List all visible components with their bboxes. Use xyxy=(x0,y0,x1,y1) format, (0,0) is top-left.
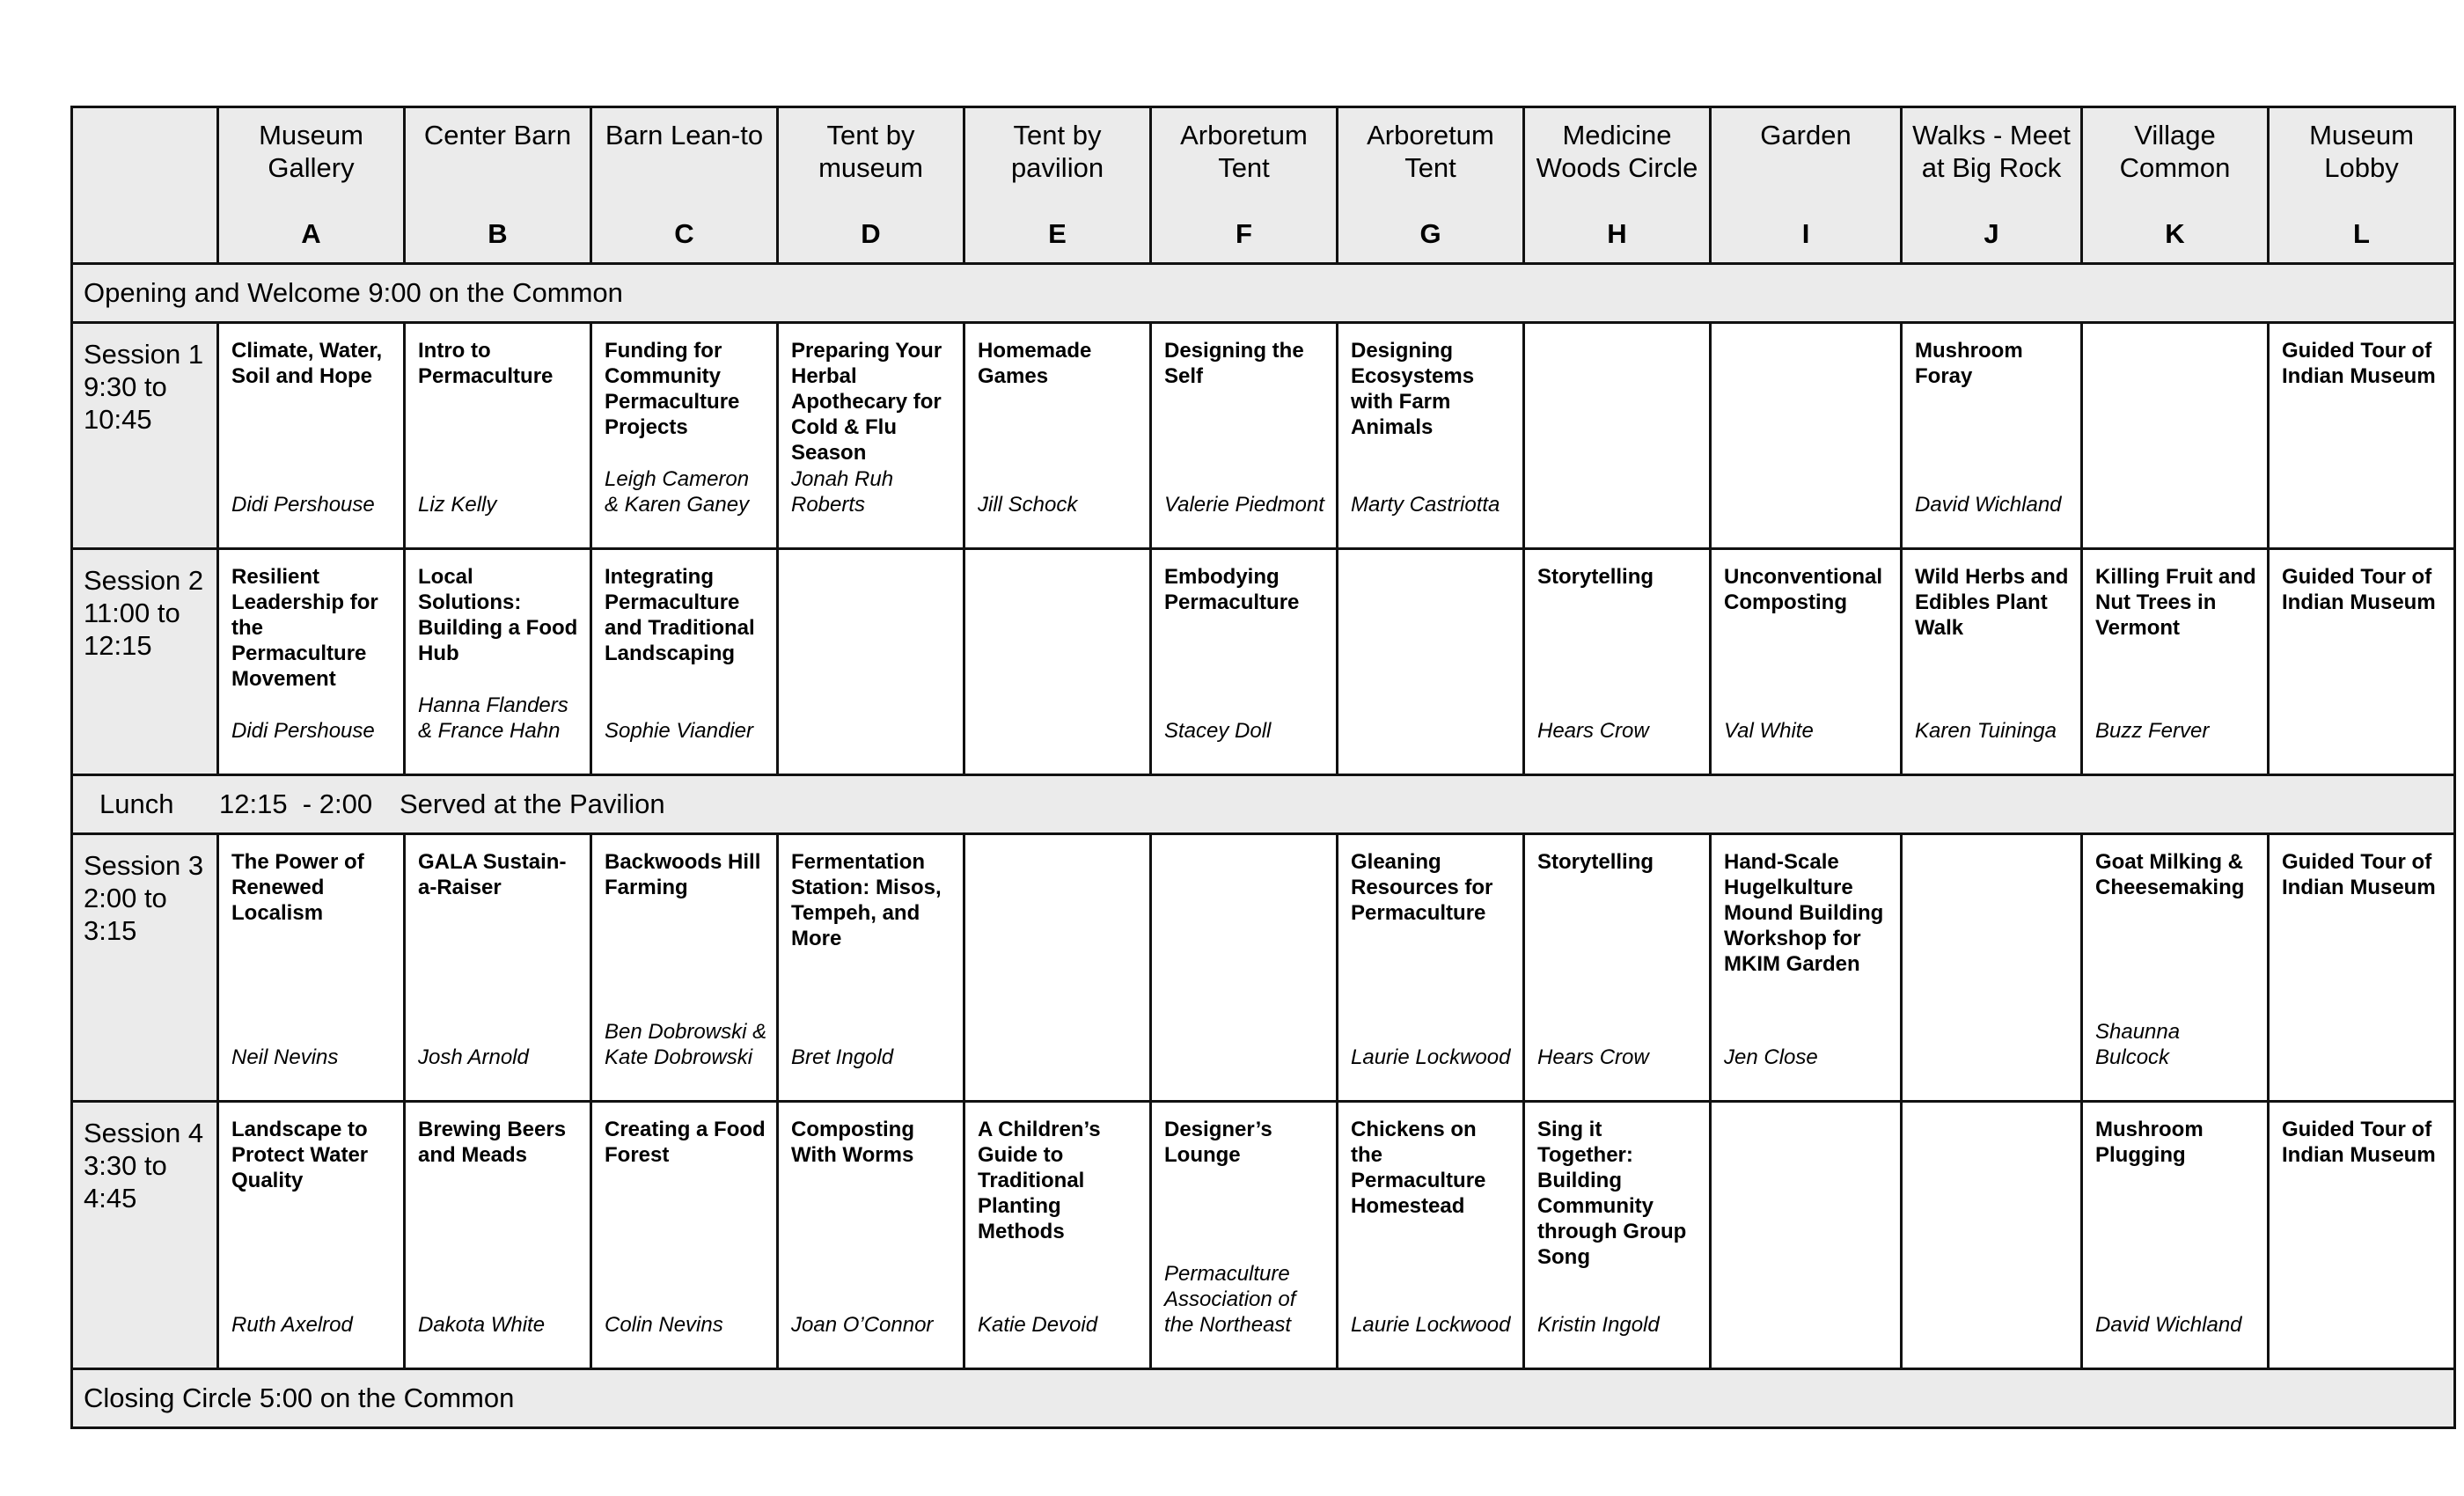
workshop-title: A Children’s Guide to Traditional Planting Methods xyxy=(978,1118,1101,1243)
session-cell xyxy=(1902,549,2082,775)
presenter-name: Sophie Viandier xyxy=(605,719,754,743)
presenter-name: David Wichland xyxy=(2095,1313,2242,1337)
presenter-name: Neil Nevins xyxy=(231,1045,339,1069)
location-header xyxy=(2269,107,2455,264)
workshop-title: Chickens on the Permaculture Homestead xyxy=(1351,1118,1486,1218)
location-header xyxy=(2082,107,2269,264)
closing-text: Closing Circle 5:00 on the Common xyxy=(84,1382,515,1413)
presenter-name: David Wichland xyxy=(1915,493,2062,517)
workshop-title: Guided Tour of Indian Museum xyxy=(2282,339,2436,388)
presenter-name: Laurie Lockwood xyxy=(1351,1313,1511,1337)
session-cell xyxy=(1711,834,1902,1102)
location-name: Center Barn xyxy=(423,120,572,150)
location-header xyxy=(1524,107,1711,264)
location-name: Garden xyxy=(1760,120,1852,150)
location-header xyxy=(1151,107,1338,264)
workshop-title: Preparing Your Herbal Apothecary for Cold & Flu Season xyxy=(791,339,942,465)
session-cell xyxy=(1338,323,1524,549)
location-letter: G xyxy=(1419,218,1441,249)
session-cell xyxy=(1151,1102,1338,1369)
session-cell xyxy=(2082,323,2269,549)
session-cell xyxy=(964,1102,1151,1369)
workshop-title: Creating a Food Forest xyxy=(605,1118,766,1167)
session-cell xyxy=(2269,1102,2455,1369)
location-header xyxy=(1711,107,1902,264)
presenter-name: Laurie Lockwood xyxy=(1351,1045,1511,1069)
workshop-title: Guided Tour of Indian Museum xyxy=(2282,850,2436,899)
workshop-title: Storytelling xyxy=(1537,850,1654,874)
session-cell xyxy=(1524,323,1711,549)
presenter-name: Didi Pershouse xyxy=(231,493,375,517)
session-cell xyxy=(1902,834,2082,1102)
presenter-name: Shaunna Bulcock xyxy=(2095,1020,2181,1069)
session-cell xyxy=(2082,834,2269,1102)
workshop-title: Mushroom Foray xyxy=(1915,339,2023,388)
lunch-time: 12:15 - 2:00 xyxy=(219,788,373,819)
session-cell xyxy=(218,1102,405,1369)
presenter-name: Ruth Axelrod xyxy=(231,1313,353,1337)
session-cell xyxy=(1902,1102,2082,1369)
corner-cell xyxy=(72,107,218,264)
session-cell xyxy=(405,549,591,775)
session-cell xyxy=(1151,549,1338,775)
session-cell xyxy=(1338,834,1524,1102)
location-header xyxy=(218,107,405,264)
presenter-name: Josh Arnold xyxy=(418,1045,529,1069)
session-cell xyxy=(2269,834,2455,1102)
lunch-label: Lunch xyxy=(99,788,174,819)
location-name: Walks - Meet at Big Rock xyxy=(1912,120,2071,183)
session-cell xyxy=(1338,1102,1524,1369)
session-cell xyxy=(1151,834,1338,1102)
session-cell xyxy=(591,1102,778,1369)
opening-text: Opening and Welcome 9:00 on the Common xyxy=(84,277,623,308)
location-header xyxy=(964,107,1151,264)
location-header xyxy=(778,107,964,264)
presenter-name: Bret Ingold xyxy=(791,1045,894,1069)
session-label: Session 1 9:30 to 10:45 xyxy=(72,323,218,549)
workshop-title: Integrating Permaculture and Traditional Landscaping xyxy=(605,565,755,665)
presenter-name: Colin Nevins xyxy=(605,1313,723,1337)
location-header xyxy=(1338,107,1524,264)
session-cell xyxy=(1524,834,1711,1102)
session-cell xyxy=(2082,549,2269,775)
workshop-title: Local Solutions: Building a Food Hub xyxy=(418,565,578,665)
workshop-title: Storytelling xyxy=(1537,565,1654,589)
location-letter: D xyxy=(861,218,881,249)
workshop-title: Unconventional Composting xyxy=(1724,565,1883,614)
session-cell xyxy=(1902,323,2082,549)
workshop-title: Landscape to Protect Water Quality xyxy=(231,1118,369,1192)
location-letter: B xyxy=(488,218,508,249)
location-name: Tent by pavilion xyxy=(1010,120,1104,183)
session-cell xyxy=(1151,323,1338,549)
presenter-name: Joan O’Connor xyxy=(791,1313,934,1337)
presenter-name: Permaculture Association of the Northeast xyxy=(1164,1262,1296,1337)
session-label: Session 2 11:00 to 12:15 xyxy=(72,549,218,775)
session-row xyxy=(72,323,2455,549)
lunch-row xyxy=(72,775,2455,834)
presenter-name: Stacey Doll xyxy=(1164,719,1272,743)
session-cell xyxy=(778,1102,964,1369)
session-cell xyxy=(2082,1102,2269,1369)
presenter-name: Hanna Flanders & France Hahn xyxy=(418,693,568,743)
lunch-place: Served at the Pavilion xyxy=(400,788,665,819)
presenter-name: Dakota White xyxy=(418,1313,546,1337)
workshop-title: Fermentation Station: Misos, Tempeh, and More xyxy=(791,850,942,950)
workshop-title: Goat Milking & Cheesemaking xyxy=(2095,850,2245,899)
workshop-title: Designing the Self xyxy=(1164,339,1304,388)
session-cell xyxy=(2269,549,2455,775)
session-cell xyxy=(1711,549,1902,775)
workshop-title: GALA Sustain-a-Raiser xyxy=(418,850,567,899)
opening-row xyxy=(72,264,2455,323)
location-name: Arboretum Tent xyxy=(1367,120,1494,183)
workshop-title: Backwoods Hill Farming xyxy=(605,850,761,899)
location-letter: H xyxy=(1607,218,1627,249)
location-name: Arboretum Tent xyxy=(1180,120,1308,183)
workshop-title: Climate, Water, Soil and Hope xyxy=(231,339,383,388)
location-header xyxy=(591,107,778,264)
session-cell xyxy=(218,834,405,1102)
presenter-name: Jen Close xyxy=(1724,1045,1818,1069)
workshop-title: Hand-Scale Hugelkulture Mound Building Workshop for MKIM Garden xyxy=(1724,850,1884,976)
session-cell xyxy=(1338,549,1524,775)
presenter-name: Val White xyxy=(1724,719,1814,743)
presenter-name: Kristin Ingold xyxy=(1537,1313,1660,1337)
workshop-title: Designing Ecosystems with Farm Animals xyxy=(1351,339,1475,439)
location-name: Village Common xyxy=(2119,120,2231,183)
presenter-name: Liz Kelly xyxy=(418,493,497,517)
session-cell xyxy=(778,323,964,549)
workshop-title: Embodying Permaculture xyxy=(1164,565,1300,614)
presenter-name: Marty Castriotta xyxy=(1351,493,1500,517)
session-cell xyxy=(591,323,778,549)
location-name: Medicine Woods Circle xyxy=(1536,120,1698,183)
session-label: Session 4 3:30 to 4:45 xyxy=(72,1102,218,1369)
location-letter: F xyxy=(1236,218,1252,249)
presenter-name: Karen Tuininga xyxy=(1915,719,2057,743)
header-row xyxy=(72,107,2455,264)
presenter-name: Jill Schock xyxy=(978,493,1078,517)
presenter-name: Ben Dobrowski & Kate Dobrowski xyxy=(605,1020,767,1069)
presenter-name: Jonah Ruh Roberts xyxy=(791,467,894,517)
session-cell xyxy=(2269,323,2455,549)
workshop-title: Sing it Together: Building Community through Group Song xyxy=(1537,1118,1687,1269)
location-name: Museum Gallery xyxy=(259,120,363,183)
workshop-title: Resilient Leadership for the Permaculture Movement xyxy=(231,565,378,691)
session-row xyxy=(72,1102,2455,1369)
presenter-name: Didi Pershouse xyxy=(231,719,375,743)
workshop-title: Composting With Worms xyxy=(791,1118,914,1167)
presenter-name: Katie Devoid xyxy=(978,1313,1098,1337)
session-cell xyxy=(405,1102,591,1369)
location-name: Barn Lean-to xyxy=(605,120,764,150)
location-letter: J xyxy=(1984,218,1999,249)
session-cell xyxy=(778,549,964,775)
workshop-title: Brewing Beers and Meads xyxy=(418,1118,567,1167)
location-letter: E xyxy=(1048,218,1067,249)
workshop-title: Killing Fruit and Nut Trees in Vermont xyxy=(2095,565,2256,640)
session-cell xyxy=(405,323,591,549)
session-cell xyxy=(405,834,591,1102)
session-row xyxy=(72,549,2455,775)
workshop-title: The Power of Renewed Localism xyxy=(231,850,364,925)
closing-row xyxy=(72,1369,2455,1428)
location-header xyxy=(405,107,591,264)
session-cell xyxy=(1711,323,1902,549)
session-cell xyxy=(778,834,964,1102)
workshop-title: Guided Tour of Indian Museum xyxy=(2282,1118,2436,1167)
session-cell xyxy=(591,549,778,775)
workshop-title: Homemade Games xyxy=(978,339,1092,388)
schedule-table xyxy=(70,106,2456,1429)
workshop-title: Mushroom Plugging xyxy=(2095,1118,2204,1167)
location-name: Museum Lobby xyxy=(2309,120,2414,183)
presenter-name: Buzz Ferver xyxy=(2095,719,2210,743)
location-letter: C xyxy=(674,218,694,249)
workshop-title: Gleaning Resources for Permaculture xyxy=(1351,850,1493,925)
session-cell xyxy=(964,323,1151,549)
session-cell xyxy=(591,834,778,1102)
location-letter: L xyxy=(2353,218,2370,249)
workshop-title: Designer’s Lounge xyxy=(1164,1118,1272,1167)
presenter-name: Valerie Piedmont xyxy=(1164,493,1324,517)
presenter-name: Leigh Cameron & Karen Ganey xyxy=(605,467,750,517)
session-cell xyxy=(964,834,1151,1102)
session-cell xyxy=(1524,549,1711,775)
session-label: Session 3 2:00 to 3:15 xyxy=(72,834,218,1102)
location-name: Tent by museum xyxy=(818,120,923,183)
workshop-title: Intro to Permaculture xyxy=(418,339,554,388)
presenter-name: Hears Crow xyxy=(1537,719,1649,743)
session-cell xyxy=(218,549,405,775)
session-cell xyxy=(1524,1102,1711,1369)
location-letter: A xyxy=(301,218,321,249)
location-letter: K xyxy=(2165,218,2185,249)
location-letter: I xyxy=(1801,218,1810,249)
session-cell xyxy=(964,549,1151,775)
session-row xyxy=(72,834,2455,1102)
session-cell xyxy=(1711,1102,1902,1369)
session-cell xyxy=(218,323,405,549)
location-header xyxy=(1902,107,2082,264)
workshop-title: Wild Herbs and Edibles Plant Walk xyxy=(1915,565,2069,640)
workshop-title: Guided Tour of Indian Museum xyxy=(2282,565,2436,614)
workshop-title: Funding for Community Permaculture Projects xyxy=(605,339,740,439)
presenter-name: Hears Crow xyxy=(1537,1045,1649,1069)
